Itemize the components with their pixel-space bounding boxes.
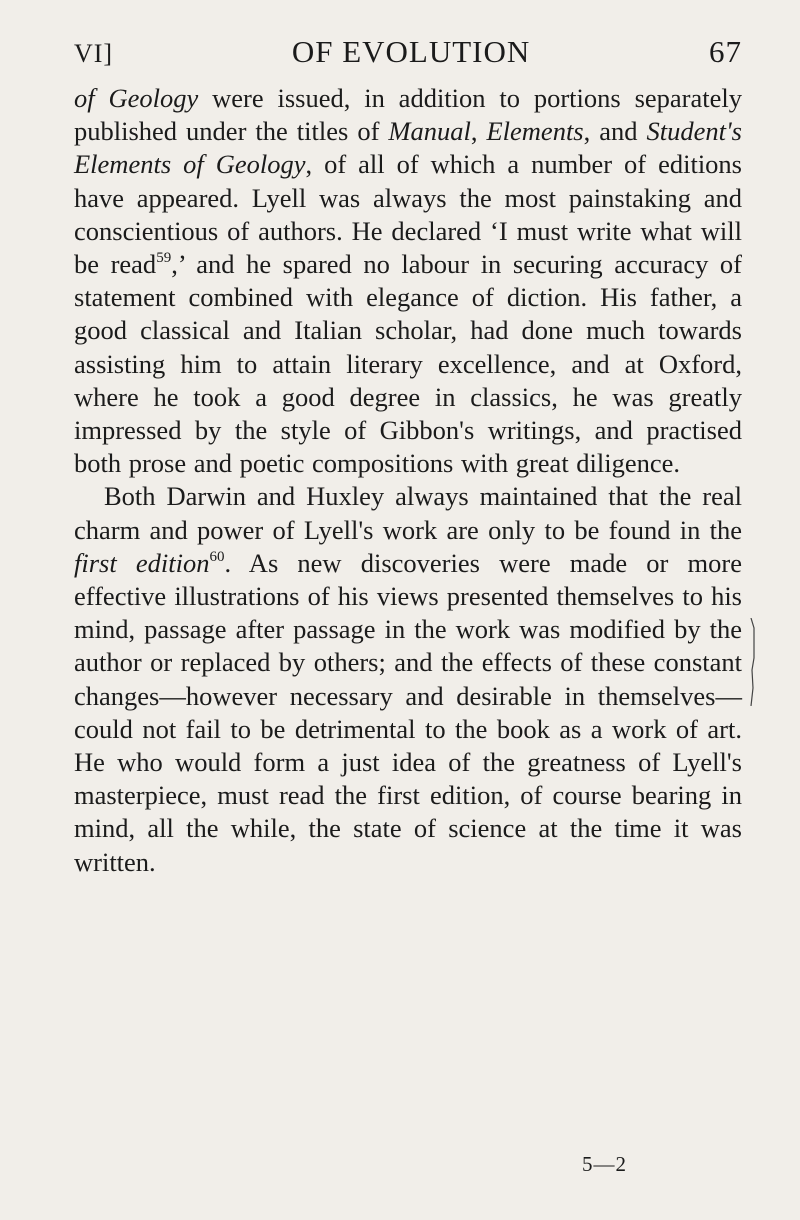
text-run: , of all of which a number of editions have appeared. Lyell was always the most painstaking and conscientious of authors. He declared ‘I must write what will be read	[74, 149, 742, 280]
text-run: of	[74, 83, 109, 113]
paragraph-1	[74, 82, 742, 480]
text-run: Both Darwin and Huxley always maintained that the real charm and power of Lyell's work are only to be found in the	[74, 481, 742, 545]
text-run: . As new discoveries were made or more effective illustrations of his views presented themselves to his mind, passage after passage in the work was modified by the author or replaced by others; and the effects of these constant changes—however necessary and desirable in themselves—could not fail to be detrimental to the book as a work of art. He who would form a just idea of the greatness of Lyell's masterpiece, must read the first edition, of course bearing in mind, all the while, the state of science at the time it was written.	[74, 547, 742, 877]
page-number: 67	[708, 34, 742, 69]
chapter-number: VI]	[74, 39, 114, 68]
text-run: Geology	[108, 83, 199, 113]
text-run: , and	[583, 116, 647, 147]
body-text	[74, 82, 742, 879]
running-title: OF EVOLUTION	[291, 34, 531, 69]
text-run: Student's Elements of Geology	[74, 116, 742, 180]
footnote-ref: 59	[156, 250, 172, 267]
footnote-ref: 60	[209, 548, 225, 565]
text-run: were issued, in addition to portions separately published under the titles of	[74, 83, 742, 147]
text-run: ,’ and he spared no labour in securing accuracy of statement combined with elegance of diction. His father, a good classical and Italian scholar, had done much towards assisting him to attain literary excellence, and at Oxford, where he took a good degree in classics, he was greatly impressed by the style of Gibbon's writings, and practised both prose and poetic compositions with great diligence.	[74, 249, 742, 479]
signature-mark: 5—2	[582, 1152, 627, 1176]
running-header	[74, 34, 742, 70]
margin-bracket	[750, 618, 756, 706]
text-run: Elements	[486, 116, 584, 147]
text-run: first edition	[74, 547, 210, 578]
text-run: ,	[470, 116, 487, 147]
paragraph-2	[74, 480, 742, 878]
page	[74, 34, 742, 879]
text-run: Manual	[388, 116, 471, 147]
